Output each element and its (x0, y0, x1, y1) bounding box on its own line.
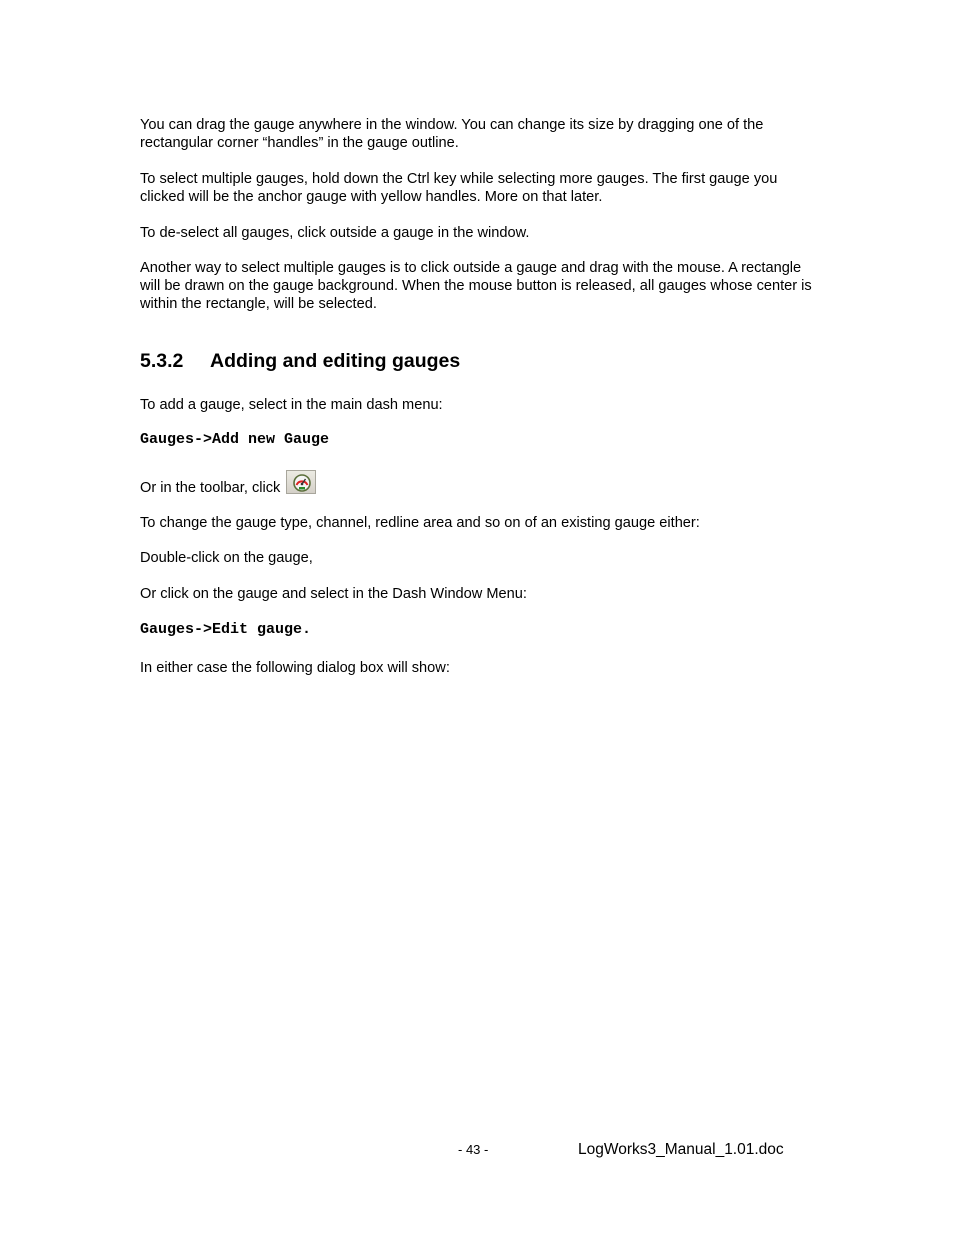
paragraph-rectangle-select: Another way to select multiple gauges is to click outside a gauge and drag with the mouse. A rectangle will be drawn on the gauge background. When the mouse button is released, all gauges whose center is within the rectangle, will be selected. (140, 260, 812, 312)
toolbar-instruction: Or in the toolbar, click (140, 480, 281, 496)
page-number: - 43 - (458, 1142, 489, 1157)
menu-path-edit-gauge: Gauges->Edit gauge. (140, 621, 312, 638)
document-name: LogWorks3_Manual_1.01.doc (578, 1141, 784, 1158)
paragraph-multi-select: To select multiple gauges, hold down the Ctrl key while selecting more gauges. The first gauge you clicked will be the anchor gauge with yellow handles. More on that later. (140, 171, 778, 205)
paragraph-deselect: To de-select all gauges, click outside a gauge in the window. (140, 225, 530, 241)
paragraph-dialog-note: In either case the following dialog box will show: (140, 660, 450, 676)
section-heading (140, 349, 460, 373)
paragraph-toolbar (140, 470, 820, 497)
paragraph-double-click: Double-click on the gauge, (140, 550, 313, 566)
paragraph-menu-intro: Or click on the gauge and select in the Dash Window Menu: (140, 586, 527, 602)
menu-path-add-gauge: Gauges->Add new Gauge (140, 431, 330, 448)
add-gauge-icon (286, 470, 316, 494)
section-title: Adding and editing gauges (210, 350, 461, 372)
section-number: 5.3.2 (140, 350, 184, 372)
paragraph-add-intro: To add a gauge, select in the main dash menu: (140, 397, 443, 413)
paragraph-drag-gauge: You can drag the gauge anywhere in the window. You can change its size by dragging one of the rectangular corner “handles” in the gauge outline. (140, 117, 764, 151)
paragraph-edit-intro: To change the gauge type, channel, redline area and so on of an existing gauge either: (140, 515, 700, 531)
